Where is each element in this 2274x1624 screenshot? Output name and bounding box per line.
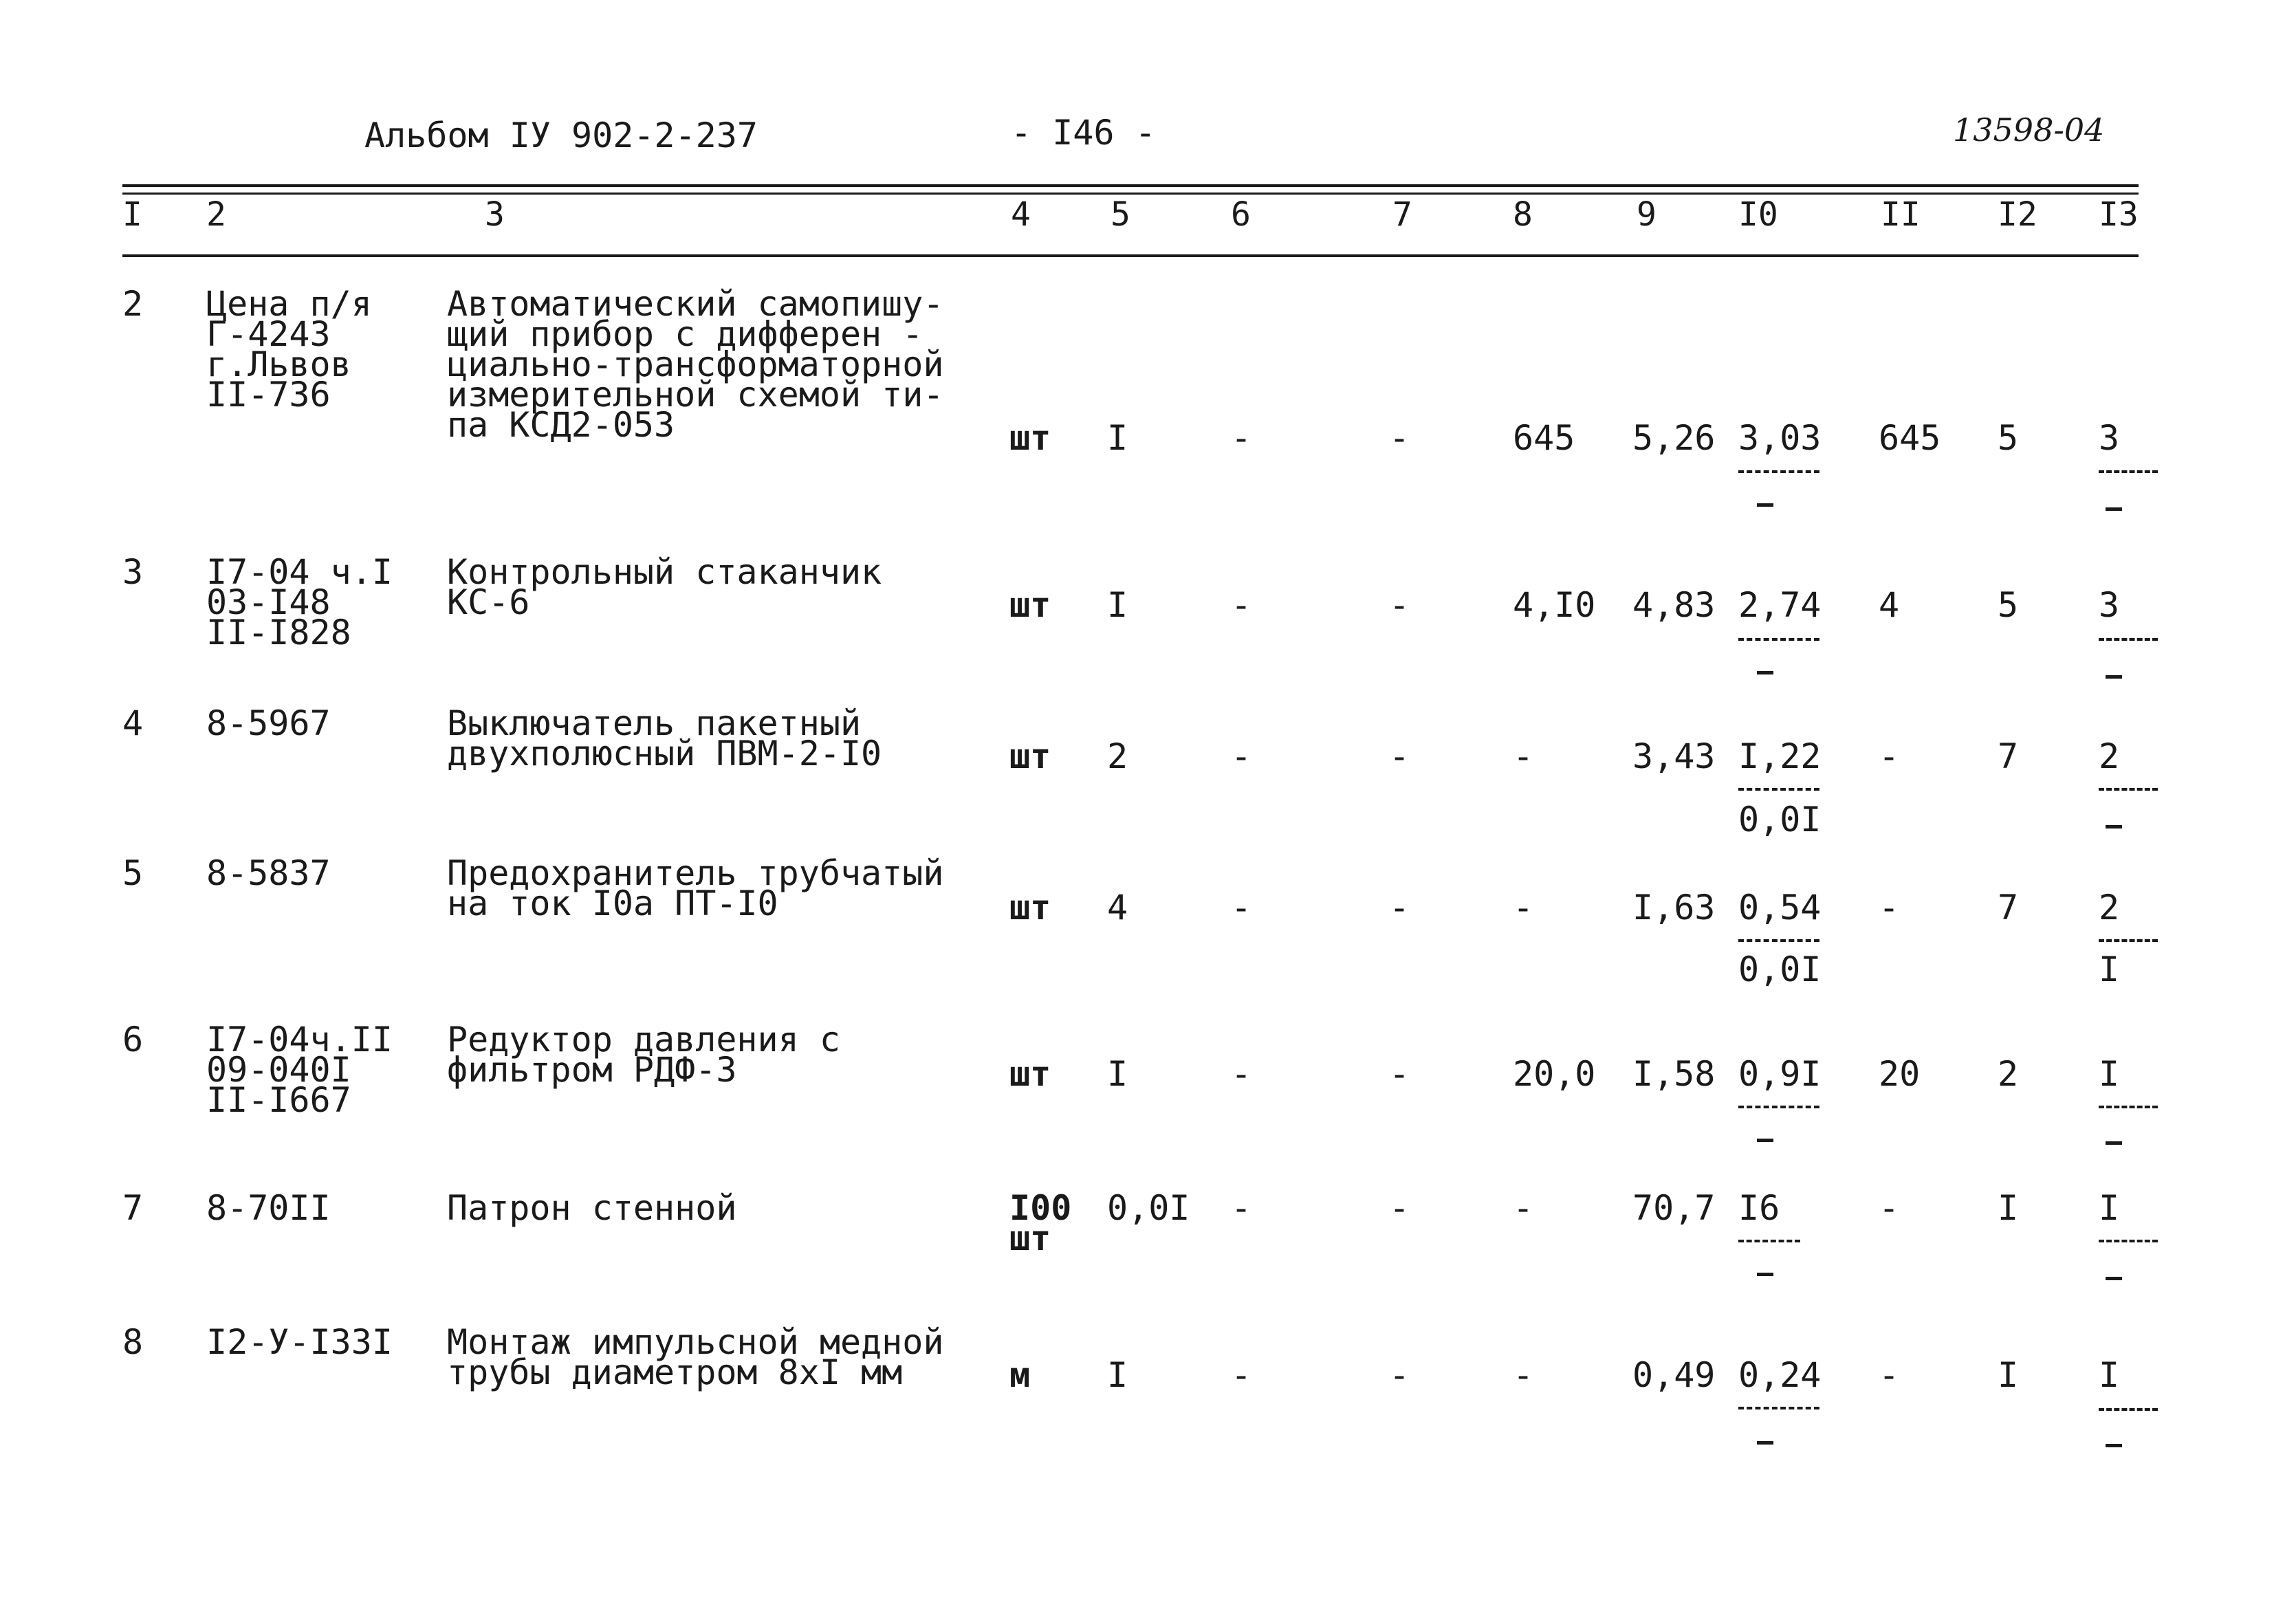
item-name: Патрон стенной — [447, 1188, 737, 1228]
col-9: 5,26 — [1632, 418, 1716, 458]
col-10: 0,24 — [1738, 1355, 1822, 1395]
unit: м — [1009, 1355, 1031, 1395]
fraction-line — [2099, 470, 2158, 473]
col-6: - — [1231, 888, 1252, 928]
col-6: - — [1231, 736, 1252, 776]
col-9: 4,83 — [1632, 585, 1716, 625]
col-7: - — [1389, 888, 1410, 928]
col-13: I — [2099, 1355, 2120, 1395]
column-header-rule — [122, 254, 2139, 257]
row-number: 5 — [122, 853, 144, 893]
column-header-3: 3 — [485, 195, 505, 234]
fraction-line — [2099, 638, 2158, 641]
col-12: 7 — [1998, 736, 2019, 776]
price-source: 8-5967 — [206, 703, 331, 743]
col-13: 2 — [2099, 888, 2120, 928]
col-6: - — [1231, 1355, 1252, 1395]
col-11: 4 — [1879, 585, 1900, 625]
col-8: - — [1513, 736, 1534, 776]
col-6: - — [1231, 585, 1252, 625]
item-name: Монтаж импульсной медной трубы диаметром 8хI мм — [447, 1322, 944, 1392]
col-11: - — [1879, 1355, 1900, 1395]
fraction-line — [2099, 939, 2158, 942]
col-10: 3,03 — [1738, 418, 1822, 458]
row-number: 6 — [122, 1020, 144, 1060]
col-6: - — [1231, 1054, 1252, 1094]
quantity: 4 — [1107, 888, 1128, 928]
col-9: 70,7 — [1632, 1188, 1716, 1228]
col-13-below — [2106, 507, 2122, 511]
col-10: 0,54 — [1738, 888, 1822, 928]
col-10-below — [1757, 1139, 1773, 1142]
col-7: - — [1389, 1188, 1410, 1228]
col-6: - — [1231, 418, 1252, 458]
column-header-9: 9 — [1637, 195, 1657, 234]
col-9: I,58 — [1632, 1054, 1716, 1094]
col-10-below — [1757, 671, 1773, 674]
col-7: - — [1389, 418, 1410, 458]
unit: шт — [1009, 1054, 1051, 1094]
column-header-5: 5 — [1111, 195, 1130, 234]
col-8: - — [1513, 888, 1534, 928]
col-11: - — [1879, 888, 1900, 928]
col-8: 645 — [1513, 418, 1575, 458]
col-10: 0,9I — [1738, 1054, 1822, 1094]
fraction-line — [2099, 788, 2158, 791]
fraction-line — [2099, 1106, 2158, 1108]
col-8: 20,0 — [1513, 1054, 1596, 1094]
column-header-11: II — [1881, 195, 1921, 234]
col-10-below: 0,0I — [1738, 950, 1822, 989]
table-top-rule-2 — [122, 193, 2139, 195]
col-10-below — [1757, 1441, 1773, 1445]
price-source: Цена п/я Г-4243 г.Львов II-736 — [206, 284, 372, 415]
col-8: - — [1513, 1355, 1534, 1395]
quantity: 2 — [1107, 736, 1128, 776]
row-number: 3 — [122, 552, 144, 592]
row-number: 4 — [122, 703, 144, 743]
price-source: 8-70II — [206, 1188, 331, 1228]
fraction-line — [1738, 470, 1819, 473]
col-11: - — [1879, 736, 1900, 776]
col-10-below — [1757, 503, 1773, 507]
quantity: I — [1107, 585, 1128, 625]
column-header-8: 8 — [1513, 195, 1533, 234]
fraction-line — [2099, 1408, 2158, 1411]
page-number: - I46 - — [1011, 113, 1156, 153]
column-header-7: 7 — [1392, 195, 1412, 234]
column-header-1: I — [122, 195, 142, 234]
column-header-2: 2 — [206, 195, 226, 234]
col-7: - — [1389, 1054, 1410, 1094]
col-10-below — [1757, 1273, 1773, 1276]
fraction-line — [1738, 1106, 1819, 1108]
col-6: - — [1231, 1188, 1252, 1228]
col-9: 3,43 — [1632, 736, 1716, 776]
price-source: I7-04ч.II 09-040I II-I667 — [206, 1020, 393, 1120]
item-name: Предохранитель трубчатый на ток I0а ПТ-I0 — [447, 853, 944, 923]
col-11: - — [1879, 1188, 1900, 1228]
col-13-below — [2106, 1141, 2122, 1145]
col-7: - — [1389, 736, 1410, 776]
col-10: 2,74 — [1738, 585, 1822, 625]
album-title: Альбом IУ 902-2-237 — [364, 116, 758, 155]
unit: шт — [1009, 418, 1051, 458]
col-13-below — [2106, 675, 2122, 679]
col-13: 3 — [2099, 418, 2120, 458]
col-11: 20 — [1879, 1054, 1921, 1094]
col-11: 645 — [1879, 418, 1941, 458]
col-13: I — [2099, 1188, 2120, 1228]
col-12: 5 — [1998, 585, 2019, 625]
fraction-line — [1738, 638, 1819, 641]
col-10: I,22 — [1738, 736, 1822, 776]
row-number: 2 — [122, 284, 144, 324]
item-name: Выключатель пакетный двухполюсный ПВМ-2-I0 — [447, 703, 882, 773]
col-13-below: I — [2099, 950, 2120, 989]
fraction-line — [2099, 1240, 2158, 1242]
fraction-line — [1738, 1240, 1800, 1242]
col-13-below — [2106, 1444, 2122, 1447]
unit: шт — [1009, 736, 1051, 776]
quantity: 0,0I — [1107, 1188, 1190, 1228]
fraction-line — [1738, 788, 1819, 791]
item-name: Контрольный стаканчик КС-6 — [447, 552, 882, 622]
unit: шт — [1009, 888, 1051, 928]
col-7: - — [1389, 585, 1410, 625]
item-name: Автоматический самопишу- щий прибор с дифферен - циально-трансформаторной измерительной схемой ти- па КСД2-053 — [447, 284, 944, 445]
col-13-below — [2106, 1277, 2122, 1280]
column-header-6: 6 — [1231, 195, 1251, 234]
col-12: 5 — [1998, 418, 2019, 458]
col-13-below — [2106, 825, 2122, 829]
row-number: 8 — [122, 1322, 144, 1362]
col-13: 3 — [2099, 585, 2120, 625]
col-8: 4,I0 — [1513, 585, 1596, 625]
col-12: I — [1998, 1355, 2019, 1395]
col-10-below: 0,0I — [1738, 800, 1822, 840]
table-top-rule — [122, 184, 2139, 187]
row-number: 7 — [122, 1188, 144, 1228]
col-12: 7 — [1998, 888, 2019, 928]
unit: шт — [1009, 585, 1051, 625]
quantity: I — [1107, 1054, 1128, 1094]
column-header-4: 4 — [1011, 195, 1031, 234]
unit: I00 шт — [1009, 1188, 1072, 1258]
col-9: 0,49 — [1632, 1355, 1716, 1395]
column-header-12: I2 — [1998, 195, 2037, 234]
col-12: I — [1998, 1188, 2019, 1228]
quantity: I — [1107, 1355, 1128, 1395]
col-8: - — [1513, 1188, 1534, 1228]
fraction-line — [1738, 939, 1819, 942]
col-13: I — [2099, 1054, 2120, 1094]
item-name: Редуктор давления с фильтром РДФ-3 — [447, 1020, 840, 1090]
column-header-13: I3 — [2099, 195, 2139, 234]
quantity: I — [1107, 418, 1128, 458]
column-header-10: I0 — [1738, 195, 1778, 234]
col-12: 2 — [1998, 1054, 2019, 1094]
price-source: I2-У-I33I — [206, 1322, 393, 1362]
fraction-line — [1738, 1407, 1819, 1409]
col-13: 2 — [2099, 736, 2120, 776]
price-source: 8-5837 — [206, 853, 331, 893]
col-10: I6 — [1738, 1188, 1780, 1228]
col-9: I,63 — [1632, 888, 1716, 928]
col-7: - — [1389, 1355, 1410, 1395]
price-source: I7-04 ч.I 03-I48 II-I828 — [206, 552, 393, 652]
document-code: 13598-04 — [1953, 111, 2105, 149]
